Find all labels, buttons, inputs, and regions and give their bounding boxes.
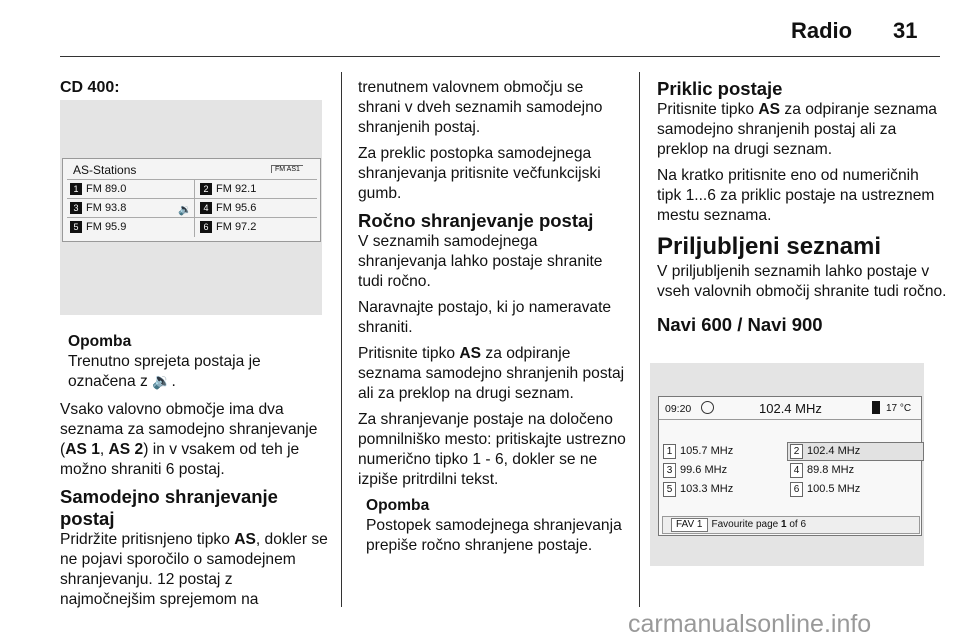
manual-store-heading: Ročno shranjevanje postaj bbox=[358, 210, 594, 231]
preset-3: 3 FM 93.8 bbox=[70, 201, 126, 215]
paragraph: Pritisnite tipko AS za odpiranje seznama samodejno shranjenih postaj ali za preklop na drugi seznam. bbox=[358, 345, 625, 402]
note-text: Trenutno sprejeta postaja je označena z 🔉. bbox=[68, 353, 261, 390]
rds-icon bbox=[701, 401, 714, 414]
preset-4: 4 FM 95.6 bbox=[200, 201, 256, 215]
speaker-icon: 🔉 bbox=[178, 204, 192, 216]
paragraph: V seznamih samodejnega shranjevanja lahko postaje shranite tudi ročno. bbox=[358, 233, 603, 290]
paragraph: Vsako valovno območje ima dva seznama za samodejno shranjevanje (AS 1, AS 2) in v vsakem od teh je možno shraniti 6 postaj. bbox=[60, 401, 318, 478]
note-box bbox=[60, 332, 330, 392]
preset-2: 2 FM 92.1 bbox=[200, 182, 256, 196]
preset-4: 4 89.8 MHz bbox=[790, 463, 854, 478]
note-text: Postopek samodejnega shranjevanja prepiše ročno shranjene postaje. bbox=[366, 517, 622, 554]
temperature: 17 °C bbox=[886, 403, 912, 414]
section-title: Radio bbox=[791, 18, 853, 43]
status-divider bbox=[659, 419, 921, 420]
favourites-footer: FAV 1 Favourite page 1 of 6 bbox=[662, 516, 920, 534]
as-stations-title: AS-Stations bbox=[73, 163, 137, 177]
watermark: carmanualsonline.info bbox=[628, 610, 872, 638]
cd400-display-figure bbox=[60, 100, 322, 315]
navi-display-figure bbox=[650, 363, 924, 566]
paragraph: Na kratko pritisnite eno od numeričnih tipk 1...6 za priklic postaje na ustreznem mestu seznama. bbox=[657, 167, 935, 224]
cd400-heading: CD 400: bbox=[60, 79, 120, 96]
header-rule bbox=[60, 56, 940, 57]
preset-row bbox=[67, 198, 317, 217]
navi-heading: Navi 600 / Navi 900 bbox=[657, 314, 823, 335]
preset-row bbox=[67, 217, 317, 236]
note-box bbox=[358, 496, 628, 556]
preset-2: 2 102.4 MHz bbox=[790, 444, 860, 459]
recall-heading: Priklic postaje bbox=[657, 78, 783, 99]
favourites-heading: Priljubljeni seznami bbox=[657, 233, 882, 260]
paragraph: Za shranjevanje postaje na določeno pomnilniško mesto: pritiskajte ustrezno numerično tipko 1 - 6, dokler se ne izpiše pritrdilni tekst. bbox=[358, 411, 626, 488]
column-divider-2 bbox=[639, 72, 640, 607]
preset-3: 3 99.6 MHz bbox=[663, 463, 727, 478]
auto-store-heading: Samodejno shranjevanje postaj bbox=[60, 486, 278, 529]
preset-1: 1 105.7 MHz bbox=[663, 444, 733, 459]
column-3 bbox=[657, 78, 947, 336]
clock: 09:20 bbox=[665, 403, 692, 415]
preset-1: 1 FM 89.0 bbox=[70, 182, 126, 196]
preset-5: 5 103.3 MHz bbox=[663, 482, 733, 497]
note-title: Opomba bbox=[366, 497, 430, 514]
paragraph: Naravnajte postajo, ki jo nameravate shraniti. bbox=[358, 299, 612, 336]
preset-6: 6 100.5 MHz bbox=[790, 482, 860, 497]
note-title: Opomba bbox=[68, 333, 132, 350]
column-2 bbox=[358, 78, 628, 564]
column-1 bbox=[60, 78, 325, 98]
column-1-text bbox=[60, 332, 330, 616]
current-frequency: 102.4 MHz bbox=[759, 401, 822, 416]
preset-5: 5 FM 95.9 bbox=[70, 220, 126, 234]
temperature-icon bbox=[872, 401, 880, 414]
as-stations-panel bbox=[62, 158, 321, 242]
column-divider-1 bbox=[341, 72, 342, 607]
paragraph: trenutnem valovnem območju se shrani v dveh seznamih samodejno shranjenih postaj. bbox=[358, 79, 603, 136]
page-number: 31 bbox=[893, 18, 918, 43]
paragraph: Pridržite pritisnjeno tipko AS, dokler se ne pojavi sporočilo o samodejnem shranjevanju. 12 postaj z najmočnejšim sprejemom na bbox=[60, 531, 328, 608]
page-header bbox=[0, 0, 960, 60]
preset-6: 6 FM 97.2 bbox=[200, 220, 256, 234]
navi-screen bbox=[658, 396, 922, 536]
paragraph: Za preklic postopka samodejnega shranjevanja pritisnite večfunkcijski gumb. bbox=[358, 145, 601, 202]
paragraph: V priljubljenih seznamih lahko postaje v vseh valovnih območij shranite tudi ročno. bbox=[657, 263, 947, 300]
fav-button: FAV 1 bbox=[671, 518, 708, 532]
band-tag: FM AS1 bbox=[271, 165, 303, 173]
paragraph: Pritisnite tipko AS za odpiranje seznama samodejno shranjenih postaj ali za preklop na drugi seznam. bbox=[657, 101, 937, 158]
